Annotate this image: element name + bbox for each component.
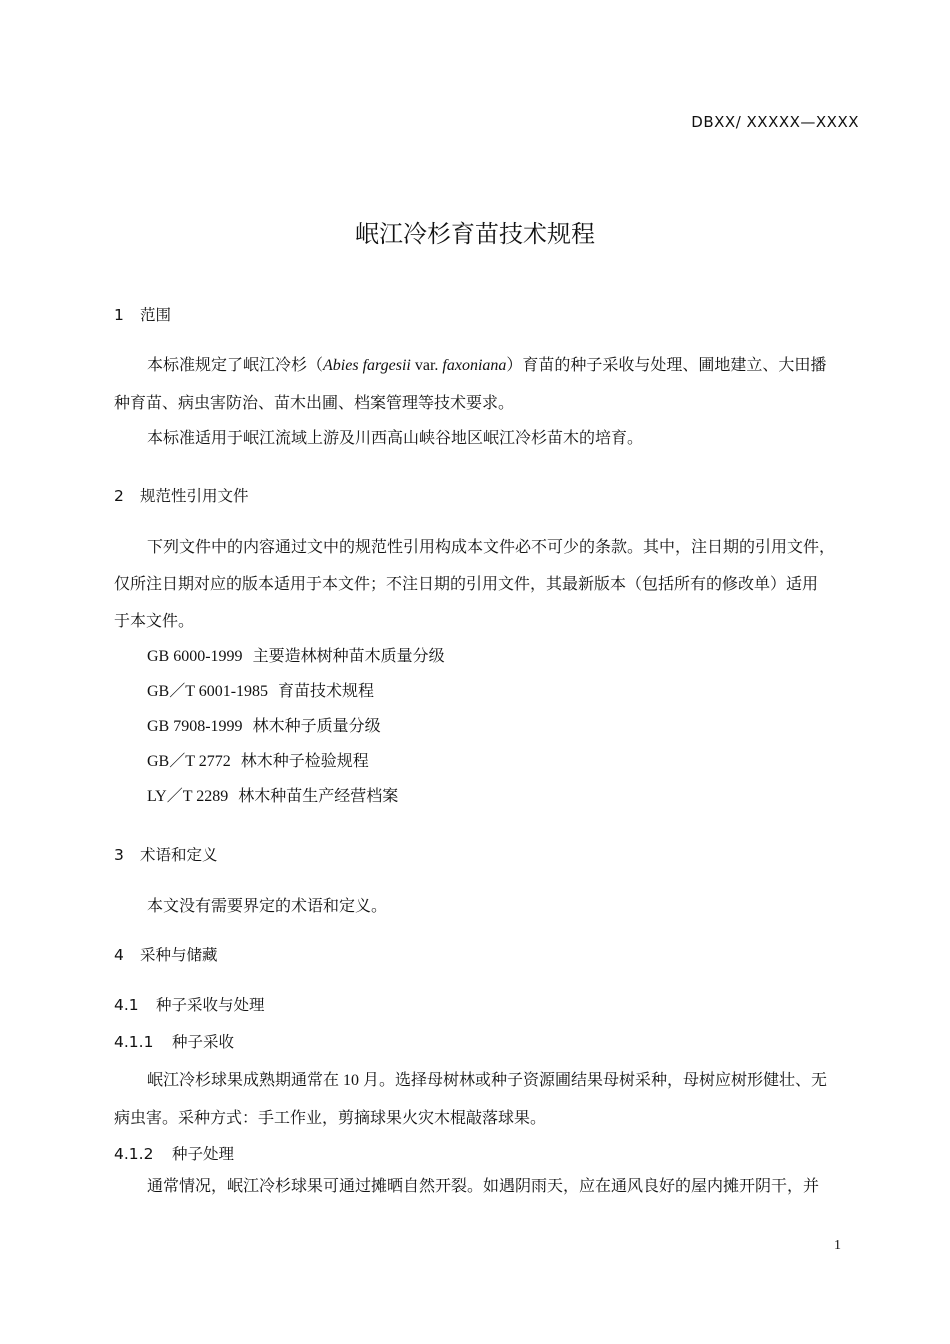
document-title: 岷江冷杉育苗技术规程 xyxy=(355,220,595,248)
section-title: 规范性引用文件 xyxy=(140,487,249,505)
section-number: 4.1 xyxy=(114,996,139,1014)
paragraph-line: 本标准适用于岷江流域上游及川西高山峡谷地区岷江冷杉苗木的培育。 xyxy=(147,430,644,447)
section-title: 种子处理 xyxy=(172,1145,235,1163)
paragraph-line: 仅所注日期对应的版本适用于本文件；不注日期的引用文件，其最新版本（包括所有的修改单）适用 xyxy=(114,576,819,593)
reference-name: 林木种子检验规程 xyxy=(240,753,369,770)
paragraph-line: 病虫害。采种方式：手工作业，剪摘球果火灾木棍敲落球果。 xyxy=(114,1110,547,1127)
section-title: 采种与储藏 xyxy=(140,946,218,964)
text-run: 本标准规定了岷江冷杉（ xyxy=(147,357,324,374)
paragraph-line: 岷江冷杉球果成熟期通常在 10 月。选择母树林或种子资源圃结果母树采种，母树应树形健壮、无 xyxy=(147,1072,828,1089)
reference-item xyxy=(147,643,445,666)
text-run: ）育苗的种子采收与处理、圃地建立、大田播 xyxy=(506,357,827,374)
section-number: 2 xyxy=(114,487,124,505)
reference-name: 主要造林树种苗木质量分级 xyxy=(252,648,445,665)
paragraph-line: 本文没有需要界定的术语和定义。 xyxy=(147,898,388,915)
page-number: 1 xyxy=(834,1238,841,1253)
reference-code: GB 7908-1999 xyxy=(147,718,243,735)
section-heading-2 xyxy=(114,484,249,506)
section-number: 3 xyxy=(114,846,124,864)
section-title: 种子采收 xyxy=(172,1033,235,1051)
paragraph-line: 通常情况，岷江冷杉球果可通过摊晒自然开裂。如遇阴雨天，应在通风良好的屋内摊开阴干，并 xyxy=(147,1178,820,1195)
paragraph-line: 于本文件。 xyxy=(114,613,195,630)
section-number: 1 xyxy=(114,306,124,324)
reference-code: GB／T 6001-1985 xyxy=(147,683,269,700)
paragraph-line: 种育苗、病虫害防治、苗木出圃、档案管理等技术要求。 xyxy=(114,395,515,412)
reference-name: 育苗技术规程 xyxy=(278,683,375,700)
reference-item xyxy=(147,748,369,771)
reference-code: GB／T 2772 xyxy=(147,753,231,770)
section-title: 术语和定义 xyxy=(140,846,218,864)
reference-item xyxy=(147,713,381,736)
section-title: 种子采收与处理 xyxy=(156,996,265,1014)
reference-code: GB 6000-1999 xyxy=(147,648,243,665)
subsection-heading-4-1 xyxy=(114,993,265,1015)
reference-item xyxy=(147,783,398,806)
section-number: 4.1.2 xyxy=(114,1145,154,1163)
reference-item xyxy=(147,678,374,701)
section-heading-3 xyxy=(114,843,218,865)
scientific-name-genus: Abies fargesii xyxy=(323,357,411,374)
section-number: 4.1.1 xyxy=(114,1033,154,1051)
subsection-heading-4-1-2 xyxy=(114,1142,234,1164)
paragraph-line xyxy=(147,352,826,375)
section-heading-4 xyxy=(114,943,218,965)
scientific-name-var: var. xyxy=(410,357,443,374)
subsection-heading-4-1-1 xyxy=(114,1030,234,1052)
section-heading-1 xyxy=(114,303,171,325)
reference-name: 林木种子质量分级 xyxy=(252,718,381,735)
paragraph-line: 下列文件中的内容通过文中的规范性引用构成本文件必不可少的条款。其中，注日期的引用文件， xyxy=(147,539,836,556)
reference-code: LY／T 2289 xyxy=(147,788,229,805)
document-number: DBXX/ XXXXX—XXXX xyxy=(691,113,859,131)
reference-name: 林木种苗生产经营档案 xyxy=(238,788,399,805)
section-title: 范围 xyxy=(140,306,172,324)
section-number: 4 xyxy=(114,946,124,964)
scientific-name-epithet: faxoniana xyxy=(442,357,507,374)
